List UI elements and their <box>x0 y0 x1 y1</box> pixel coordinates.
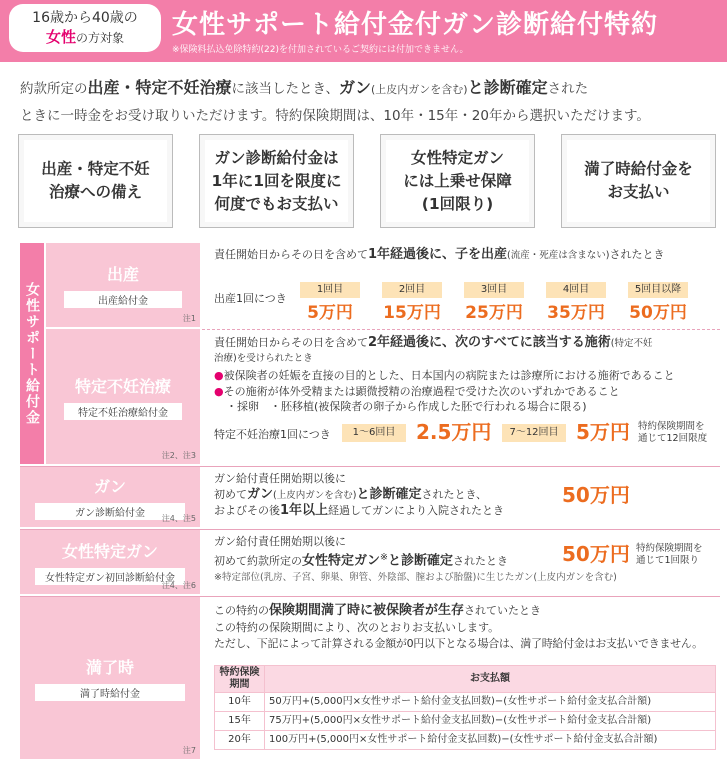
period-cell: 15年 <box>215 712 265 731</box>
intro-part: 約款所定の <box>20 81 88 97</box>
table-row <box>215 693 716 712</box>
infertility-desc-bold: 2年経過後に、次のすべてに該当する施術 <box>368 335 611 350</box>
divider <box>202 329 720 330</box>
maturity-desc: この特約の <box>214 604 269 617</box>
feature-card <box>380 134 535 228</box>
note-ref: 注4、注6 <box>161 581 196 590</box>
female-cancer-desc: ガン給付責任開始期以後に <box>214 535 346 548</box>
birth-col <box>464 281 524 325</box>
note-ref: 注7 <box>182 746 196 755</box>
intro-part: に該当したとき、 <box>231 81 339 97</box>
benefit-tag: 女性特定ガン初回診断給付金 <box>35 568 185 585</box>
header-amount: お支払額 <box>265 666 716 693</box>
amount: 5万円 <box>576 420 630 444</box>
infertility-bullet: 被保険者の妊娠を直接の目的とした、日本国内の病院または診療所における施術であること <box>223 369 675 382</box>
count-label: 1〜6回目 <box>342 424 406 442</box>
female-cancer-desc-bold: 女性特定ガン <box>302 553 381 569</box>
maturity-desc-bold: 保険期間満了時に被保険者が生存 <box>269 603 465 618</box>
amount: 5万円 <box>307 303 353 323</box>
feature-line: 満了時給付金を <box>584 160 693 178</box>
category-name: 特定不妊治療 <box>74 376 171 396</box>
cancer-desc-bold: 1年以上 <box>280 503 329 518</box>
benefit-tag: ガン診断給付金 <box>35 503 185 520</box>
limit-text: 通じて1回限り <box>636 555 700 566</box>
cancer-desc-bold: 診断確定 <box>369 487 422 502</box>
limit-text: 通じて12回限度 <box>638 433 708 444</box>
header-banner <box>0 0 727 62</box>
age-range-text: 16歳から40歳の <box>32 10 138 26</box>
header-text: 期間 <box>229 679 250 690</box>
cancer-desc: ガン給付責任開始期以後に <box>214 472 346 485</box>
benefit-table <box>20 243 720 759</box>
infertility-desc: 責任開始日からその日を含めて <box>214 336 368 349</box>
cancer-desc: されたとき、 <box>421 488 488 501</box>
period-cell: 20年 <box>215 731 265 750</box>
feature-line: 治療への備え <box>48 183 142 201</box>
intro-part: された <box>547 81 589 97</box>
amount: 15万円 <box>383 303 441 323</box>
bullet-dot: ● <box>214 385 224 398</box>
limit-text: 特約保険期間を <box>638 421 705 432</box>
birth-col <box>546 281 606 325</box>
table-header-row <box>215 666 716 693</box>
intro-small: (上皮内ガンを含む) <box>371 83 468 96</box>
category-name: ガン <box>93 477 126 496</box>
intro-bold: と <box>467 78 484 97</box>
feature-card <box>561 134 716 228</box>
infertility-bullet: その施術が体外受精または顕微授精の治療過程で受けた次のいずれかであること <box>223 385 620 398</box>
bullet-dot: ● <box>214 369 224 382</box>
female-cancer-desc: 初めて約款所定の <box>214 554 302 568</box>
female-cancer-desc-bold: と <box>387 553 401 569</box>
cancer-desc-small: (上皮内ガンを含む) <box>273 490 357 501</box>
category-maturity <box>20 597 200 759</box>
amount: 50万円 <box>562 483 630 507</box>
note-ref: 注1 <box>182 314 196 323</box>
amount: 35万円 <box>547 303 605 323</box>
cancer-desc-bold: と <box>356 487 370 502</box>
note-ref: 注4、注5 <box>161 514 196 523</box>
benefit-tag: 満了時給付金 <box>35 684 185 701</box>
birth-desc-small: (流産・死産は含まない) <box>507 250 610 261</box>
feature-line: (1回限り) <box>421 194 494 213</box>
count-label: 3回目 <box>464 282 524 298</box>
count-label: 5回目以降 <box>628 282 688 298</box>
cancer-desc: およびその後 <box>214 504 280 517</box>
category-name: 女性特定ガン <box>61 542 158 561</box>
feature-line: 女性特定ガン <box>410 148 504 167</box>
maturity-desc: この特約の保険期間により、次のとおりお支払いします。 <box>214 621 500 634</box>
birth-col <box>628 281 688 325</box>
feature-line: 1年に1回を限度に <box>211 171 342 190</box>
count-label: 1回目 <box>300 282 360 298</box>
count-label: 2回目 <box>382 282 442 298</box>
female-cancer-desc-bold: 診断確定 <box>401 553 454 569</box>
female-cancer-detail <box>202 534 720 592</box>
header-text: 特約保険 <box>219 667 260 678</box>
birth-detail <box>202 247 720 325</box>
intro-line2: ときに一時金をお受け取りいただけます。特約保険期間は、10年・15年・20年から選択いただけます。 <box>20 108 650 124</box>
benefit-tag: 出産給付金 <box>64 291 182 308</box>
female-cancer-footnote: ※特定部位(乳房、子宮、卵巣、卵管、外陰部、膣および胎盤)に生じたガン(上皮内ガンを含む) <box>214 572 617 583</box>
amount: 25万円 <box>465 303 523 323</box>
cancer-desc: 初めて <box>214 488 247 501</box>
period-cell: 10年 <box>215 693 265 712</box>
intro-bold: 診断確定 <box>483 78 548 97</box>
category-cancer <box>20 467 200 527</box>
category-name: 満了時 <box>85 658 134 677</box>
feature-line: 何度でもお支払い <box>214 194 339 213</box>
birth-desc-bold: 1年経過後に、子を出産 <box>368 247 508 262</box>
feature-line: ガン診断給付金は <box>214 148 339 167</box>
feature-cards <box>18 134 716 230</box>
note-ref: 注2、注3 <box>161 451 196 460</box>
category-female-cancer <box>20 530 200 594</box>
category-infertility <box>46 329 200 464</box>
page-title: 女性サポート給付金付ガン診断給付特約 <box>172 10 659 40</box>
count-label: 4回目 <box>546 282 606 298</box>
table-row <box>215 712 716 731</box>
infertility-desc-small: (特定不妊 <box>610 338 653 349</box>
cancer-detail <box>202 471 720 525</box>
birth-per: 出産1回につき <box>214 292 287 305</box>
header-period <box>215 666 265 693</box>
feature-line: お支払い <box>607 183 670 201</box>
feature-line: 出産・特定不妊 <box>41 160 150 178</box>
amount: 50万円 <box>562 542 630 566</box>
infertility-desc: 治療)を受けられたとき <box>214 353 313 364</box>
birth-col <box>300 281 360 325</box>
target-gender: 女性 <box>45 28 76 46</box>
amount: 50万円 <box>629 303 687 323</box>
benefit-tag: 特定不妊治療給付金 <box>64 403 182 420</box>
feature-line: には上乗せ保障 <box>403 171 512 190</box>
infertility-per: 特定不妊治療1回につき <box>214 428 331 441</box>
formula-cell: 50万円+(5,000円×女性サポート給付金支払回数)−(女性サポート給付金支払合計額) <box>265 693 716 712</box>
feature-card <box>18 134 173 228</box>
formula-cell: 100万円+(5,000円×女性サポート給付金支払回数)−(女性サポート給付金支払合計額) <box>265 731 716 750</box>
target-suffix: の方対象 <box>76 31 125 45</box>
limit-text: 特約保険期間を <box>636 543 703 554</box>
target-age-badge <box>9 4 161 52</box>
footnote-mark: ※ <box>380 552 388 563</box>
maturity-desc: されていたとき <box>464 604 542 617</box>
maturity-desc: ただし、下記によって計算される金額が0円以下となる場合は、満了時給付金はお支払いできません。 <box>214 637 703 650</box>
category-name: 出産 <box>106 265 139 284</box>
cancer-desc: 経過してガンにより入院されたとき <box>328 504 505 517</box>
formula-cell: 75万円+(5,000円×女性サポート給付金支払回数)−(女性サポート給付金支払合計額) <box>265 712 716 731</box>
amount: 2.5万円 <box>416 420 492 444</box>
intro-bold: ガン <box>338 78 371 97</box>
birth-desc: されたとき <box>609 248 665 261</box>
header-note: ※保険料払込免除特約(22)を付加されているご契約には付加できません。 <box>172 45 469 55</box>
intro-bold: 出産・特定不妊治療 <box>87 78 232 97</box>
intro-text <box>20 74 720 130</box>
count-label: 7〜12回目 <box>502 424 566 442</box>
maturity-payment-table <box>214 665 716 750</box>
female-cancer-desc: されたとき <box>453 554 509 568</box>
birth-desc: 責任開始日からその日を含めて <box>214 248 368 261</box>
infertility-detail <box>202 335 720 463</box>
cancer-desc-bold: ガン <box>247 487 274 502</box>
category-birth <box>46 243 200 327</box>
table-row <box>215 731 716 750</box>
side-label: 女性サポート給付金 <box>20 243 44 464</box>
feature-card <box>199 134 354 228</box>
birth-col <box>382 281 442 325</box>
maturity-detail <box>202 603 720 759</box>
infertility-bullet: ・採卵 ・胚移植(被保険者の卵子から作成した胚で行われる場合に限る) <box>226 400 587 413</box>
